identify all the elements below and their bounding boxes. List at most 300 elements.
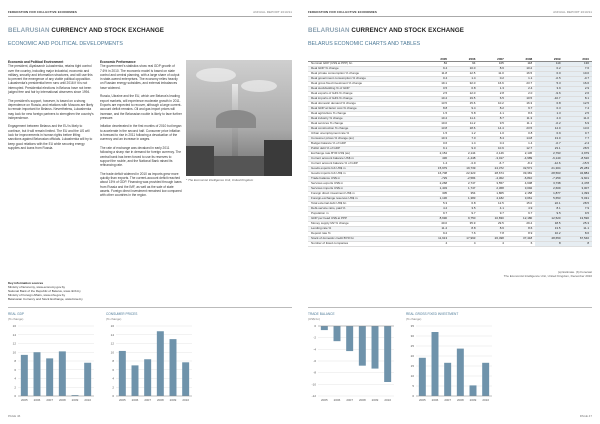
section-divider <box>308 307 592 308</box>
table-cell: 84 <box>422 62 450 67</box>
bar <box>384 326 391 382</box>
table-cell: 2,136 <box>507 151 535 156</box>
text-column-2 <box>100 60 182 202</box>
table-cell: 24,372 <box>478 166 506 171</box>
table-cell: 0.4 <box>422 77 450 82</box>
table-cell: 12,180 <box>507 216 535 221</box>
column-header: 2005 <box>422 56 450 62</box>
table-cell: 4 <box>478 241 506 246</box>
table-cell: 0.8 <box>450 87 478 92</box>
row-label: Population m <box>308 211 422 216</box>
bar <box>419 358 426 396</box>
table-cell: 11.8 <box>422 72 450 77</box>
table-cell: -0.2 <box>535 121 563 126</box>
table-cell: 105 <box>478 62 506 67</box>
column-header: 2006 <box>450 56 478 62</box>
table-cell: 94 <box>450 62 478 67</box>
y-tick-label: -6 <box>313 359 316 363</box>
y-tick-label: 35 <box>410 324 414 328</box>
row-label: Nominal GDP (US$ at PPP) bn <box>308 62 422 67</box>
chart-title: REAL GDP <box>8 312 25 316</box>
table-cell: 7.6 <box>450 231 478 236</box>
x-tick-label: 2010 <box>482 398 490 402</box>
table-cell: 9.5 <box>535 211 563 216</box>
table-cell: 1.4 <box>450 141 478 146</box>
x-tick-label: 2009 <box>469 398 477 402</box>
page-title <box>308 27 464 34</box>
row-label: Real services % change <box>308 121 422 126</box>
y-tick-label: 0 <box>14 394 16 398</box>
table-cell: 11.1 <box>564 226 592 231</box>
table-cell: -6.7 <box>478 161 506 166</box>
table-cell: 29.4 <box>507 221 535 226</box>
table-cell: 1,877 <box>535 191 563 196</box>
row-label: Real domestic demand % change <box>308 101 422 106</box>
y-tick-label: 12 <box>12 341 16 346</box>
table-cell: 7.6 <box>564 67 592 72</box>
table-cell: 13.0 <box>564 126 592 131</box>
table-cell: 10.4 <box>422 96 450 101</box>
table-cell: 10.4 <box>422 116 450 121</box>
table-cell: 8.1 <box>564 96 592 101</box>
source-line[interactable]: Ministry of Foreign Affairs, www.mfa.gov.by <box>8 293 66 297</box>
x-tick-label: 2009 <box>371 398 379 402</box>
bar <box>432 332 439 396</box>
table-cell: -2,584 <box>450 176 478 181</box>
table-cell: 8.2 <box>478 106 506 111</box>
page-header: FEDERATION FOR COLLECTIVE ECONOMIES <box>308 10 377 14</box>
paragraph-text: The president, Alyaksandr Lukashenka, retains tight control over the country, including major industrial, economic and military, security and information structures, and will use this to prevent the emergence of any viable political opposition. Lukashenka's presidential term runs until 2016 if it is not interrupted. Presidential elections in Belarus have not been judged free and fair by international observers since 1994. <box>8 64 93 95</box>
table-cell: 9.4 <box>450 106 478 111</box>
table-cell: 16.6 <box>478 82 506 87</box>
table-cell: 32.0 <box>450 82 478 87</box>
paragraph <box>100 124 182 141</box>
y-tick-label: 0 <box>314 324 316 328</box>
x-tick-label: 2009 <box>169 398 177 402</box>
x-tick-label: 2005 <box>118 398 126 402</box>
table-cell: 2,609 <box>535 186 563 191</box>
y-tick-label: 8 <box>112 359 114 363</box>
chart-subtitle: (% change) <box>406 317 422 321</box>
table-cell: 21,304 <box>535 166 563 171</box>
x-tick-label: 2008 <box>456 398 464 402</box>
page-number: PAGE 47 <box>579 414 592 418</box>
table-cell: 3.9 <box>535 87 563 92</box>
y-tick-label: -2 <box>313 335 316 340</box>
row-label: Consumer prices % change (av) <box>308 136 422 141</box>
table-cell: 9.0 <box>450 146 478 151</box>
table-cell: 4,182 <box>478 196 506 201</box>
table-cell: 25.3 <box>564 221 592 226</box>
y-tick-label: 20 <box>410 354 414 358</box>
table-cell: 28.5 <box>564 201 592 206</box>
table-cell: 10.0 <box>422 121 450 126</box>
table-cell: 4,478 <box>564 181 592 186</box>
table-cell: 2,368 <box>478 186 506 191</box>
sources-block <box>8 281 83 301</box>
y-tick-label: -12 <box>311 394 316 398</box>
row-label: Services imports US$ m <box>308 186 422 191</box>
table-cell: 5,031 <box>564 196 592 201</box>
table-cell: 2,144 <box>450 151 478 156</box>
table-cell: 8.9 <box>507 231 535 236</box>
table-cell: 3,738 <box>535 181 563 186</box>
row-label: Goods exports fob US$ m <box>308 166 422 171</box>
table-cell: 6.8 <box>450 201 478 206</box>
y-tick-label: 4 <box>14 376 16 381</box>
paragraph-text: The government's statistics show real GDP growth of 7.6% in 2010. The economic model is based on state control and central planning, with a large share of output in state-owned enterprises. The economy relies heavily on Russian energy subsidies, and external imbalances have widened. <box>100 64 180 90</box>
table-cell: 11.0 <box>564 116 592 121</box>
x-tick-label: 2010 <box>384 398 392 402</box>
table-cell: 11.4 <box>422 226 450 231</box>
table-cell: 10.0 <box>564 72 592 77</box>
table-cell: 11.3 <box>507 116 535 121</box>
section-divider <box>8 307 292 308</box>
y-tick-label: 6 <box>14 367 16 372</box>
y-tick-label: 10 <box>410 374 414 378</box>
table-cell: 5,653 <box>535 196 563 201</box>
table-cell: 35.9 <box>450 221 478 226</box>
table-cell: 6.5 <box>478 96 506 101</box>
x-tick-label: 2009 <box>71 398 79 402</box>
table-cell: 9.7 <box>507 211 535 216</box>
table-cell: 28,674 <box>478 171 506 176</box>
row-label: GDP per head US$ at PPP <box>308 216 422 221</box>
table-cell: 436 <box>422 156 450 161</box>
title-suffix: CURRENCY AND STOCK EXCHANGE <box>349 27 464 34</box>
table-cell: 8.1 <box>535 206 563 211</box>
table-cell: 19,739 <box>450 166 478 171</box>
table-cell: 18.6 <box>450 126 478 131</box>
table-cell: 26,498 <box>478 236 506 241</box>
table-cell: 0.7 <box>564 131 592 136</box>
row-label: Real imports of G&S % change <box>308 96 422 101</box>
bar-chart-gross-fixed-investment <box>406 324 494 404</box>
y-tick-label: 10 <box>12 350 16 355</box>
paragraph <box>100 146 182 167</box>
table-cell: 13.5 <box>535 226 563 231</box>
bar <box>457 349 464 396</box>
row-label: Real exports of G&S % change <box>308 92 422 97</box>
table-cell: 1,403 <box>422 186 450 191</box>
table-cell: 8.4 <box>478 136 506 141</box>
table-cell: 2,158 <box>507 191 535 196</box>
table-cell: 22.1 <box>535 201 563 206</box>
table-cell: 3,092 <box>507 186 535 191</box>
x-tick-label: 2010 <box>182 398 190 402</box>
table-cell: 14.8 <box>507 136 535 141</box>
table-cell: -8.2 <box>507 161 535 166</box>
table-cell: 23.7 <box>507 82 535 87</box>
chart-title: REAL GROSS FIXED INVESTMENT <box>406 312 459 316</box>
table-cell: 10.9 <box>478 146 506 151</box>
row-label: Exchange rate BYR:US$ (av) <box>308 151 422 156</box>
table-cell: 2,146 <box>478 151 506 156</box>
table-cell: 1,136 <box>422 196 450 201</box>
table-cell: 28.5 <box>564 146 592 151</box>
bar <box>346 326 353 351</box>
row-label: Foreign-exchange reserves US$ m <box>308 196 422 201</box>
paragraph-text: Inflation decelerated in the first months of 2010 but began to accelerate in the second half. Consumer price inflation is forecast to rise in 2011 following a devaluation of the currency and an increase in wages. <box>100 124 182 142</box>
table-cell: 2.5 <box>564 111 592 116</box>
table-cell: -6,810 <box>507 176 535 181</box>
table-cell: 2.9 <box>564 87 592 92</box>
x-tick-label: 2005 <box>418 398 426 402</box>
bar <box>372 326 379 369</box>
y-tick-label: -4 <box>313 347 316 352</box>
row-label: Services exports US$ m <box>308 181 422 186</box>
x-tick-label: 2010 <box>84 398 92 402</box>
table-cell: -3.9 <box>450 161 478 166</box>
table-cell: -8,520 <box>564 156 592 161</box>
table-source-line: The Economist Intelligence Unit, United Kingdom, December 2010 <box>503 274 592 278</box>
y-tick-label: 0 <box>112 394 114 398</box>
table-cell: 8.6 <box>507 111 535 116</box>
y-tick-label: 6 <box>112 367 114 372</box>
table-cell: 2,747 <box>450 181 478 186</box>
chart-subtitle: (US$ bn) <box>308 317 321 321</box>
chart-subtitle: (% change) <box>8 317 24 321</box>
table-cell: 12.5 <box>450 72 478 77</box>
table-cell: 2,154 <box>422 151 450 156</box>
table-cell: 39,381 <box>507 171 535 176</box>
table-cell: 2,268 <box>422 181 450 186</box>
table-cell: 0.5 <box>422 87 450 92</box>
table-cell: 2.8 <box>478 92 506 97</box>
table-cell: 15.0 <box>507 201 535 206</box>
table-cell: 1.1 <box>507 77 535 82</box>
table-cell: 48,650 <box>535 236 563 241</box>
table-cell: 305 <box>422 191 450 196</box>
row-label: Stock of domestic credit BYR bn <box>308 236 422 241</box>
table-cell: 9.4 <box>422 67 450 72</box>
table-cell: 1.0 <box>478 131 506 136</box>
y-tick-label: 2 <box>112 385 114 390</box>
table-cell: 8.6 <box>564 231 592 236</box>
photo-caption: * The Economist Intelligence Unit, United Kingdom <box>186 178 254 182</box>
paragraph-text: Russia, Ukraine and the EU, which are Belarus's leading export markets, will experience moderate growth in 2011. Exports are expected to recover, although a large current-account deficit remains. Oil and gas import prices will increase, and the Belarusian rouble is likely to face further pressure. <box>100 94 182 120</box>
source-line[interactable]: Belarusian Currency and Stock Exchange, www.bcse.by <box>8 297 83 301</box>
paragraph <box>8 60 94 94</box>
page-header-right: ANNUAL REPORT 2010/11 <box>253 10 292 14</box>
table-cell: 8.7 <box>478 116 506 121</box>
table-cell: 13.8 <box>422 126 450 131</box>
y-tick-label: 2 <box>14 385 16 390</box>
table-cell: 1.5 <box>422 111 450 116</box>
table-cell: -0.7 <box>535 141 563 146</box>
table-cell: 8.6 <box>507 226 535 231</box>
table-cell: 0.6 <box>422 141 450 146</box>
table-cell: 37,418 <box>507 236 535 241</box>
table-cell: 119 <box>535 62 563 67</box>
bar <box>334 326 341 341</box>
column-header: 2007 <box>478 56 506 62</box>
bar-chart-consumer-prices <box>106 324 194 404</box>
table-cell: 13.5 <box>422 101 450 106</box>
y-tick-label: 12 <box>110 341 114 346</box>
table-cell: 9.2 <box>422 231 450 236</box>
table-cell: 4.9 <box>507 206 535 211</box>
header-divider <box>8 16 292 17</box>
title-prefix: BELARUSIAN <box>8 27 50 34</box>
chart-title: CONSUMER PRICES <box>106 312 138 316</box>
x-tick-label: 2006 <box>333 398 341 402</box>
row-label: Current account balance % of GDP <box>308 161 422 166</box>
bar-chart-real-gdp <box>8 324 96 404</box>
table-cell: 9.7 <box>507 106 535 111</box>
page-subtitle: BELARUS ECONOMIC CHARTS AND TABLES <box>308 41 421 47</box>
table-cell: 0.2 <box>478 77 506 82</box>
table-cell: 1.4 <box>422 161 450 166</box>
table-cell: 130 <box>564 62 592 67</box>
title-suffix: CURRENCY AND STOCK EXCHANGE <box>49 27 164 34</box>
table-cell: -0.7 <box>564 77 592 82</box>
table-cell: 4 <box>450 241 478 246</box>
table-cell: 23.1 <box>535 146 563 151</box>
table-cell: -3,017 <box>478 156 506 161</box>
row-label: Current account balance US$ m <box>308 156 422 161</box>
x-tick-label: 2007 <box>46 398 54 402</box>
row-label: Budget balance % of GDP <box>308 141 422 146</box>
table-cell: 2,793 <box>535 151 563 156</box>
table-cell: 17,993 <box>450 236 478 241</box>
bar <box>132 365 139 396</box>
table-cell: 3,061 <box>507 196 535 201</box>
table-cell: 8 <box>535 241 563 246</box>
paragraph-text: The president's support, however, is based on a strong dependence on Russia, and relations with Moscow are likely to remain important for Belarus. Nevertheless, Lukashenka may look for new foreign partners to strengthen the country's independence. <box>8 98 94 120</box>
table-cell: 8.8 <box>450 226 478 231</box>
bar <box>157 331 164 396</box>
paragraph-heading: Economic Performance <box>100 60 136 64</box>
table-cell: 13,590 <box>564 216 592 221</box>
table-cell: -1,448 <box>450 156 478 161</box>
y-tick-label: 8 <box>14 359 16 363</box>
table-cell: 4 <box>422 241 450 246</box>
table-cell: 28,563 <box>535 171 563 176</box>
table-cell: 8.6 <box>478 67 506 72</box>
table-cell: 2.4 <box>507 87 535 92</box>
x-tick-label: 2005 <box>320 398 328 402</box>
table-cell: 5.8 <box>450 111 478 116</box>
table-cell: 10.3 <box>422 136 450 141</box>
table-cell: 14.4 <box>478 126 506 131</box>
page-header-right: ANNUAL REPORT 2010/11 <box>553 10 592 14</box>
table-cell: 11.0 <box>478 72 506 77</box>
table-cell: 4.2 <box>422 206 450 211</box>
table-cell: 10.5 <box>507 96 535 101</box>
table-cell: 16.5 <box>507 72 535 77</box>
table-note <box>504 270 592 278</box>
x-tick-label: 2008 <box>358 398 366 402</box>
x-tick-label: 2005 <box>20 398 28 402</box>
table-cell: 15,979 <box>422 166 450 171</box>
table-cell: 13.0 <box>535 136 563 141</box>
text-column-1 <box>8 60 94 155</box>
y-tick-label: 15 <box>410 364 414 368</box>
table-cell: 15.6 <box>450 101 478 106</box>
table-cell: 4.1 <box>478 111 506 116</box>
table-cell: 16.6 <box>564 82 592 87</box>
table-cell: 18.5 <box>535 221 563 226</box>
table-cell: 7.7 <box>564 136 592 141</box>
table-cell: 12.5 <box>478 201 506 206</box>
table-cell: 2.6 <box>564 92 592 97</box>
table-cell: 8.6 <box>478 226 506 231</box>
table-cell: 0.4 <box>478 141 506 146</box>
table-cell: -9.6 <box>535 92 563 97</box>
table-cell: 10.2 <box>535 231 563 236</box>
row-label: Real government consumption % change <box>308 77 422 82</box>
table-cell: 11.1 <box>507 121 535 126</box>
page-subtitle: ECONOMIC AND POLITICAL DEVELOPMENTS <box>8 41 123 47</box>
paragraph <box>8 124 94 150</box>
chart-title: TRADE BALANCE <box>308 312 335 316</box>
table-cell: 67,540 <box>564 236 592 241</box>
table-cell: -12.6 <box>535 161 563 166</box>
x-tick-label: 2007 <box>346 398 354 402</box>
bar <box>444 363 451 396</box>
table-cell: 1.4 <box>507 141 535 146</box>
row-label: Trade balance US$ m <box>308 176 422 181</box>
row-label: Real GDP % change <box>308 67 422 72</box>
table-cell: 0.8 <box>535 101 563 106</box>
bar <box>144 359 151 396</box>
table-cell: 7.4 <box>564 106 592 111</box>
source-line[interactable]: National Bank of the Republic of Belarus, www.nbrb.by <box>8 289 81 293</box>
bar <box>182 362 189 396</box>
y-tick-label: 0 <box>412 394 414 398</box>
table-cell: 9.7 <box>422 211 450 216</box>
table-cell: 10.2 <box>478 101 506 106</box>
y-tick-label: 25 <box>410 344 414 348</box>
table-cell: -10.7 <box>535 96 563 101</box>
table-cell: 1.2 <box>450 131 478 136</box>
row-label: Lending rate % <box>308 226 422 231</box>
table-cell: 40.0 <box>422 221 450 226</box>
table-cell: 1.3 <box>535 111 563 116</box>
page-header: FEDERATION FOR COLLECTIVE ECONOMIES <box>8 10 77 14</box>
table-cell: 2.0 <box>535 116 563 121</box>
row-label: Public debt % of GDP <box>308 146 422 151</box>
table-cell: 9.5 <box>564 211 592 216</box>
bar <box>470 385 477 396</box>
row-label: Real private consumption % change <box>308 72 422 77</box>
page-number: PAGE 46 <box>8 414 21 418</box>
table-cell: 3,557 <box>478 181 506 186</box>
table-cell: 9.1 <box>422 146 450 151</box>
table-cell: 1.5 <box>422 131 450 136</box>
table-cell: -0.5 <box>535 77 563 82</box>
source-line[interactable]: Ministry of Economy, www.economy.gov.by <box>8 285 66 289</box>
table-cell: 7.9 <box>564 206 592 211</box>
row-label: Real construction % change <box>308 126 422 131</box>
table-cell: -2.4 <box>564 141 592 146</box>
table-cell: 10,830 <box>478 216 506 221</box>
table-cell: 11,913 <box>422 236 450 241</box>
table-cell: 4,608 <box>507 181 535 186</box>
header-divider <box>308 16 592 17</box>
table-cell: 7.8 <box>478 231 506 236</box>
table-cell: 1.4 <box>450 77 478 82</box>
table-cell: 22,323 <box>450 171 478 176</box>
paragraph <box>100 172 182 198</box>
table-cell: 2.5 <box>422 92 450 97</box>
row-label: Deposit rate % <box>308 231 422 236</box>
y-tick-label: 14 <box>110 332 114 337</box>
table-cell: 9.7 <box>450 211 478 216</box>
bar <box>59 351 66 396</box>
row-label: Total external debt US$ bn <box>308 201 422 206</box>
